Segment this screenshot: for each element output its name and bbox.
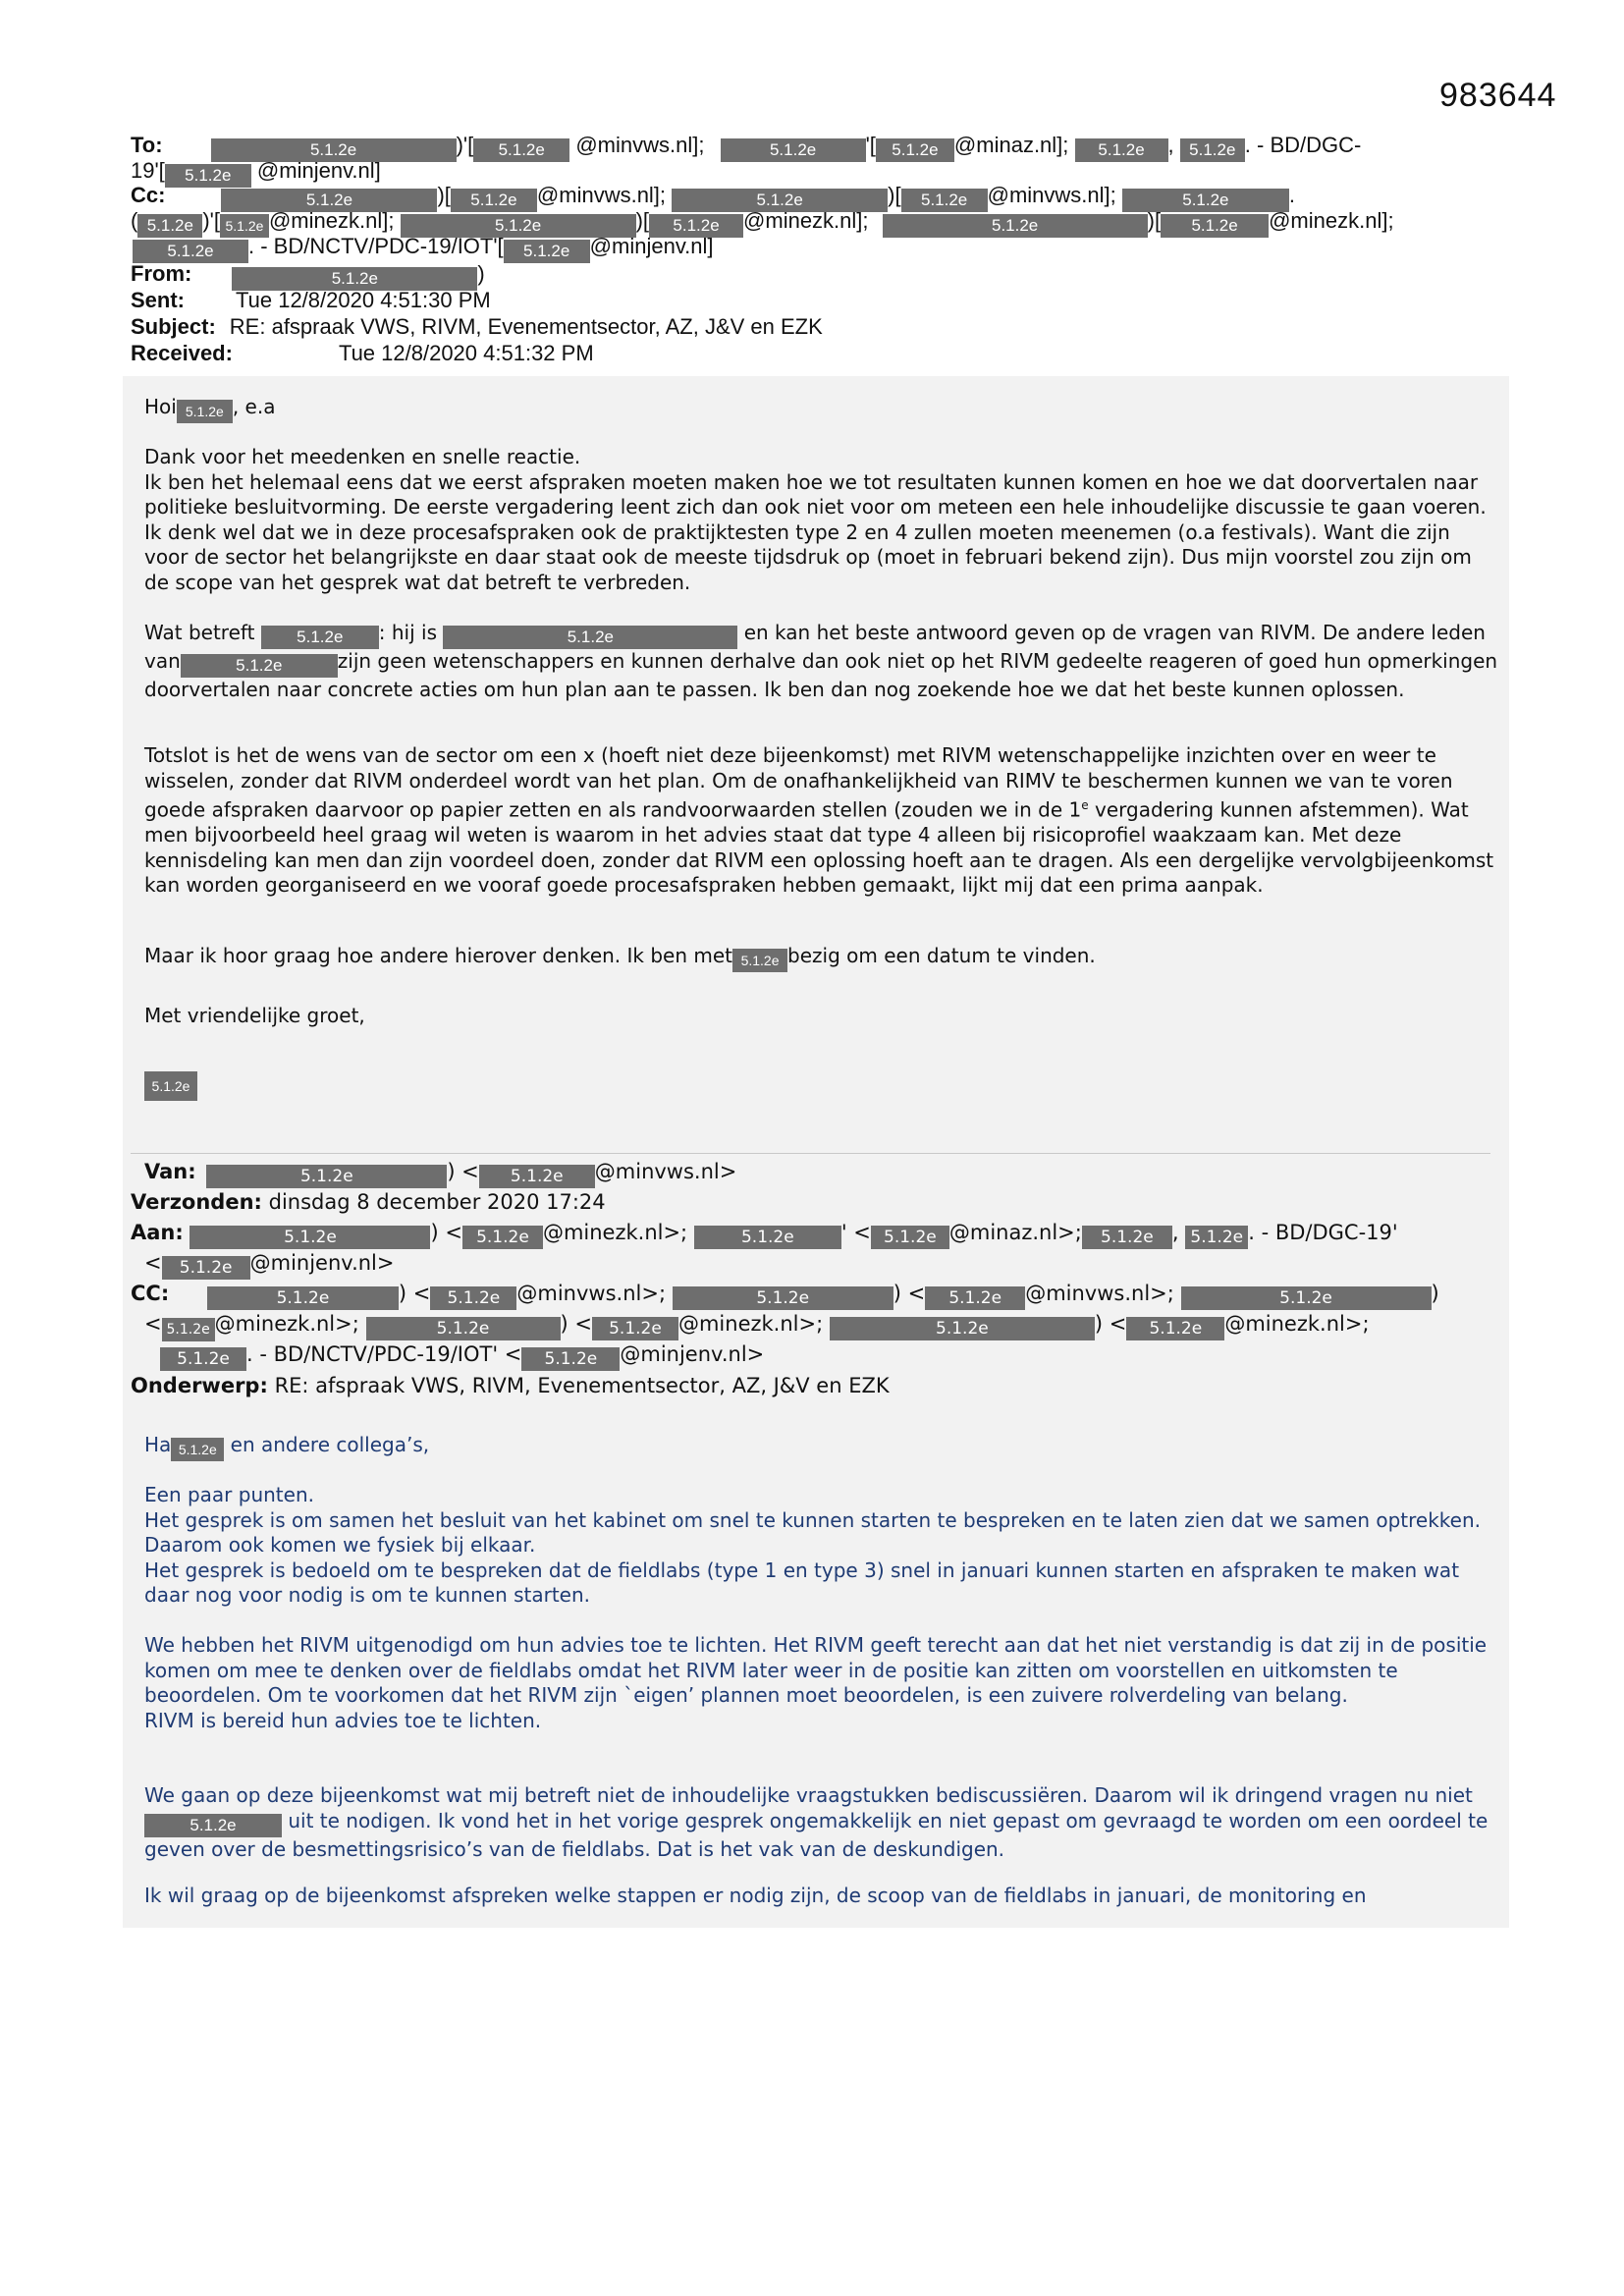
redaction: 5.1.2e: [220, 214, 269, 238]
redaction: 5.1.2e: [649, 214, 743, 238]
redaction: 5.1.2e: [672, 189, 888, 212]
header-text: ,: [1171, 1221, 1179, 1244]
message-separator: [131, 1153, 1490, 1154]
redaction: 5.1.2e: [473, 138, 569, 162]
email1-paragraph-3: [144, 743, 1499, 899]
email1-sent-line: [131, 288, 491, 313]
email2-cc-line: [131, 1279, 1439, 1310]
redaction: 5.1.2e: [504, 240, 590, 263]
email1-cc-line-3: [131, 234, 714, 263]
header-text: . - BD/NCTV/PDC-19/IOT'[: [248, 234, 504, 258]
email2-van-line: [131, 1157, 736, 1188]
email1-received-line: [131, 341, 594, 366]
cc-label: Cc:: [131, 183, 166, 207]
redaction: 5.1.2e: [694, 1226, 841, 1249]
redaction: 5.1.2e: [144, 1071, 197, 1101]
header-text: @minvws.nl];: [575, 133, 705, 157]
sent-value: Tue 12/8/2020 4:51:30 PM: [236, 288, 491, 312]
paragraph-text: en kan het beste antwoord geven op de vragen van RIVM. De andere leden van: [144, 621, 1486, 673]
subject-value: RE: afspraak VWS, RIVM, Evenementsector, AZ, J&V en EZK: [229, 314, 823, 339]
paragraph-text: We gaan op deze bijeenkomst wat mij betreft niet de inhoudelijke vraagstukken bediscussiëren. Daarom wil ik dringend vragen nu niet: [144, 1783, 1473, 1807]
redaction: 5.1.2e: [165, 164, 251, 188]
header-text: ) <: [447, 1160, 479, 1183]
paragraph-text: uit te nodigen. Ik vond het in het vorige gesprek ongemakkelijk en niet gepast om gevraagd te worden om een oordeel te geven over de besmettingsrisico’s van de fieldlabs. Dat is het vak van de deskundigen.: [144, 1808, 1489, 1861]
redaction: 5.1.2e: [1185, 1226, 1248, 1249]
van-label: Van:: [144, 1160, 196, 1183]
header-text: @minezk.nl];: [268, 208, 395, 233]
header-text: @minjenv.nl]: [256, 158, 381, 183]
redaction: 5.1.2e: [137, 214, 202, 238]
header-text: )[: [1147, 208, 1162, 233]
header-text: @minvws.nl>;: [1025, 1282, 1174, 1305]
header-text: @minjenv.nl>: [620, 1342, 765, 1366]
received-label: Received:: [131, 341, 233, 365]
redaction: 5.1.2e: [673, 1286, 893, 1310]
header-text: @minaz.nl>;: [948, 1221, 1082, 1244]
header-text: @minvws.nl];: [536, 183, 667, 207]
redaction: 5.1.2e: [732, 949, 787, 972]
redaction: 5.1.2e: [232, 267, 477, 291]
redaction: 5.1.2e: [133, 240, 248, 263]
greeting-text: Ha: [144, 1433, 172, 1456]
email2-paragraph-1: Een paar punten. Het gesprek is om samen het besluit van het kabinet om snel te kunnen starten te bespreken en te laten zien dat we samen optrekken. Daarom ook komen we fysiek bij elkaar. Het gesprek is bedoeld om te bespreken dat de fieldlabs (type 1 en type 3) snel in januari kunnen starten en afspraken te maken wat daar nog voor nodig is om te kunnen starten.: [144, 1483, 1482, 1607]
redaction: 5.1.2e: [721, 138, 866, 162]
redaction: 5.1.2e: [177, 400, 233, 423]
header-text: @minezk.nl>;: [542, 1221, 688, 1244]
redaction: 5.1.2e: [261, 626, 379, 649]
email2-aan-line-2: [131, 1248, 395, 1280]
header-text: . - BD/DGC-19': [1248, 1221, 1398, 1244]
superscript: e: [1081, 798, 1089, 812]
email1-from-line: [131, 261, 485, 291]
header-text: .: [1288, 183, 1296, 207]
redaction: 5.1.2e: [1181, 1286, 1432, 1310]
received-value: Tue 12/8/2020 4:51:32 PM: [338, 341, 594, 365]
document-number: 983644: [1439, 77, 1557, 114]
header-text: @minvws.nl>: [594, 1160, 737, 1183]
email1-greeting: [144, 395, 1499, 423]
header-text: @minvws.nl];: [987, 183, 1116, 207]
redaction: 5.1.2e: [443, 626, 737, 649]
redaction: 5.1.2e: [181, 654, 338, 678]
email2-onderwerp-line: [131, 1371, 890, 1401]
redaction: 5.1.2e: [830, 1317, 1095, 1340]
redaction: 5.1.2e: [366, 1317, 561, 1340]
redaction: 5.1.2e: [430, 1286, 516, 1310]
redaction: 5.1.2e: [1122, 189, 1289, 212]
redaction: 5.1.2e: [207, 1286, 399, 1310]
redaction: 5.1.2e: [592, 1317, 678, 1340]
header-text: @minezk.nl>;: [214, 1312, 359, 1336]
email2-paragraph-2: We hebben het RIVM uitgenodigd om hun advies toe te lichten. Het RIVM geeft terecht aan dat het niet verstandig is dat zij in de positie komen om mee te denken over de fieldlabs omdat het RIVM later weer in de positie kan zitten om voorstellen en uitkomsten te beoordelen. Om te voorkomen dat het RIVM zijn `eigen’ plannen moet beoordelen, is een zuivere rolverdeling van belang. RIVM is bereid hun advies toe te lichten.: [144, 1633, 1488, 1732]
header-text: @minvws.nl>;: [516, 1282, 667, 1305]
email2-aan-line: [131, 1218, 1398, 1249]
redaction: 5.1.2e: [1180, 138, 1245, 162]
header-text: . - BD/DGC-: [1244, 133, 1362, 157]
header-text: <: [144, 1312, 162, 1336]
paragraph-text: Wat betreft: [144, 621, 255, 644]
paragraph-text: bezig om een datum te vinden.: [787, 944, 1096, 967]
paragraph-text: Maar ik hoor graag hoe andere hierover denken. Ik ben met: [144, 944, 733, 967]
redaction: 5.1.2e: [451, 189, 537, 212]
redaction: 5.1.2e: [211, 138, 457, 162]
redaction: 5.1.2e: [901, 189, 988, 212]
redaction: 5.1.2e: [925, 1286, 1025, 1310]
header-text: @minezk.nl>;: [1224, 1312, 1370, 1336]
verzonden-value: dinsdag 8 december 2020 17:24: [268, 1190, 606, 1214]
header-text: ): [1431, 1282, 1439, 1305]
header-text: . - BD/NCTV/PDC-19/IOT' <: [246, 1342, 522, 1366]
redaction: 5.1.2e: [1075, 138, 1168, 162]
email2-greeting: [144, 1433, 1499, 1461]
redaction: 5.1.2e: [871, 1226, 949, 1249]
redaction: 5.1.2e: [401, 214, 636, 238]
redaction: 5.1.2e: [221, 189, 437, 212]
email1-signature: [144, 1069, 1499, 1101]
header-text: ) <: [893, 1282, 926, 1305]
header-text: 19'[: [131, 158, 165, 183]
header-text: ) <: [398, 1282, 431, 1305]
header-text: (: [131, 208, 138, 233]
header-text: ): [477, 261, 485, 286]
redaction: 5.1.2e: [171, 1438, 224, 1461]
header-text: @minezk.nl>;: [677, 1312, 824, 1336]
greeting-text: en andere collega’s,: [230, 1433, 430, 1456]
email2-verzonden-line: [131, 1187, 606, 1218]
sent-label: Sent:: [131, 288, 185, 312]
email1-closing: Met vriendelijke groet,: [144, 1004, 365, 1027]
header-text: )'[: [456, 133, 474, 157]
email1-paragraph-1: Dank voor het meedenken en snelle reactie. Ik ben het helemaal eens dat we eerst afspraken moeten maken hoe we tot resultaten kunnen komen en hoe we dat doorvertalen naar politieke besluitvorming. De eerste vergadering leent zich dan ook niet voor om meteen een hele inhoudelijke discussie te gaan voeren. Ik denk wel dat we in deze procesafspraken ook de praktijktesten type 2 en 4 zullen moeten meenemen (o.a festivals). Want die zijn voor de sector het belangrijkste en daar staat ook de meeste tijdsdruk op (moet in februari bekend zijn). Dus mijn voorstel zou zijn om de scope van het gesprek wat dat betreft te verbreden.: [144, 445, 1487, 594]
redaction: 5.1.2e: [883, 214, 1148, 238]
greeting-text: Hoi: [144, 395, 177, 418]
redaction: 5.1.2e: [1161, 214, 1269, 238]
redaction: 5.1.2e: [1126, 1317, 1224, 1340]
cc-label: CC:: [131, 1282, 170, 1305]
onderwerp-label: Onderwerp:: [131, 1374, 268, 1397]
email2-paragraph-3: [144, 1783, 1499, 1862]
redaction: 5.1.2e: [521, 1347, 620, 1371]
redaction: 5.1.2e: [462, 1226, 543, 1249]
header-text: ) <: [430, 1221, 462, 1244]
email1-subject-line: [131, 314, 823, 340]
email1-paragraph-2: [144, 621, 1499, 703]
redaction: 5.1.2e: [189, 1226, 430, 1249]
from-label: From:: [131, 261, 192, 286]
header-text: '[: [865, 133, 876, 157]
redaction: 5.1.2e: [162, 1256, 250, 1280]
header-text: <: [144, 1251, 162, 1275]
paragraph-text: : hij is: [378, 621, 437, 644]
header-text: ' <: [840, 1221, 871, 1244]
redaction: 5.1.2e: [1082, 1226, 1172, 1249]
onderwerp-value: RE: afspraak VWS, RIVM, Evenementsector, AZ, J&V en EZK: [274, 1374, 890, 1397]
subject-label: Subject:: [131, 314, 216, 339]
redaction: 5.1.2e: [144, 1814, 282, 1837]
header-text: )'[: [202, 208, 220, 233]
email2-paragraph-4: Ik wil graag op de bijeenkomst afspreken welke stappen er nodig zijn, de scoop van de fieldlabs in januari, de monitoring en: [144, 1884, 1367, 1907]
paragraph-text: vergadering kunnen afstemmen). Wat men bijvoorbeeld heel graag wil weten is waarom in het advies staat dat type 4 alleen bij risicoprofiel waakzaam kan. Met deze kennisdeling kan men dan zijn voordeel doen, zonder dat RIVM een oplossing hoeft aan te dragen. Als een dergelijke vervolgbijeenkomst kan worden georganiseerd en we vooraf goede procesafspraken hebben gemaakt, lijkt mij dat een prima aanpak.: [144, 797, 1494, 898]
email2-cc-line-3: [131, 1339, 764, 1371]
paragraph-text: zijn geen wetenschappers en kunnen derhalve dan ook niet op het RIVM gedeelte reageren of goed hun opmerkingen doorvertalen naar concrete acties om hun plan aan te passen. Ik ben dan nog zoekende hoe we dat het beste kunnen oplossen.: [144, 649, 1498, 701]
verzonden-label: Verzonden:: [131, 1190, 262, 1214]
header-text: @minjenv.nl>: [249, 1251, 395, 1275]
header-text: )[: [437, 183, 451, 207]
redaction: 5.1.2e: [160, 1347, 246, 1371]
redaction: 5.1.2e: [162, 1318, 215, 1341]
header-text: ) <: [1094, 1312, 1127, 1336]
header-text: ) <: [560, 1312, 592, 1336]
header-text: @minaz.nl];: [953, 133, 1069, 157]
redaction: 5.1.2e: [206, 1165, 447, 1188]
aan-label: Aan:: [131, 1221, 184, 1244]
header-text: @minezk.nl];: [1269, 208, 1394, 233]
email2-cc-line-2: [131, 1309, 1370, 1341]
paragraph-text: Totslot is het de wens van de sector om een x (hoeft niet deze bijeenkomst) met RIVM wetenschappelijke inzichten over en weer te wisselen, zonder dat RIVM onderdeel wordt van het plan. Om de onafhankelijkheid van RIMV te beschermen kunnen we van te voren goede afspraken daarvoor op papier zetten en als randvoorwaarden stellen (zouden we in de 1: [144, 743, 1453, 822]
header-text: @minezk.nl];: [743, 208, 869, 233]
header-text: )[: [888, 183, 901, 207]
redaction: 5.1.2e: [876, 138, 954, 162]
header-text: ,: [1167, 133, 1174, 157]
to-label: To:: [131, 133, 163, 157]
email1-paragraph-4: [144, 944, 1499, 972]
header-text: @minjenv.nl]: [589, 234, 714, 258]
greeting-text: , e.a: [232, 395, 276, 418]
redaction: 5.1.2e: [479, 1165, 595, 1188]
header-text: )[: [635, 208, 650, 233]
